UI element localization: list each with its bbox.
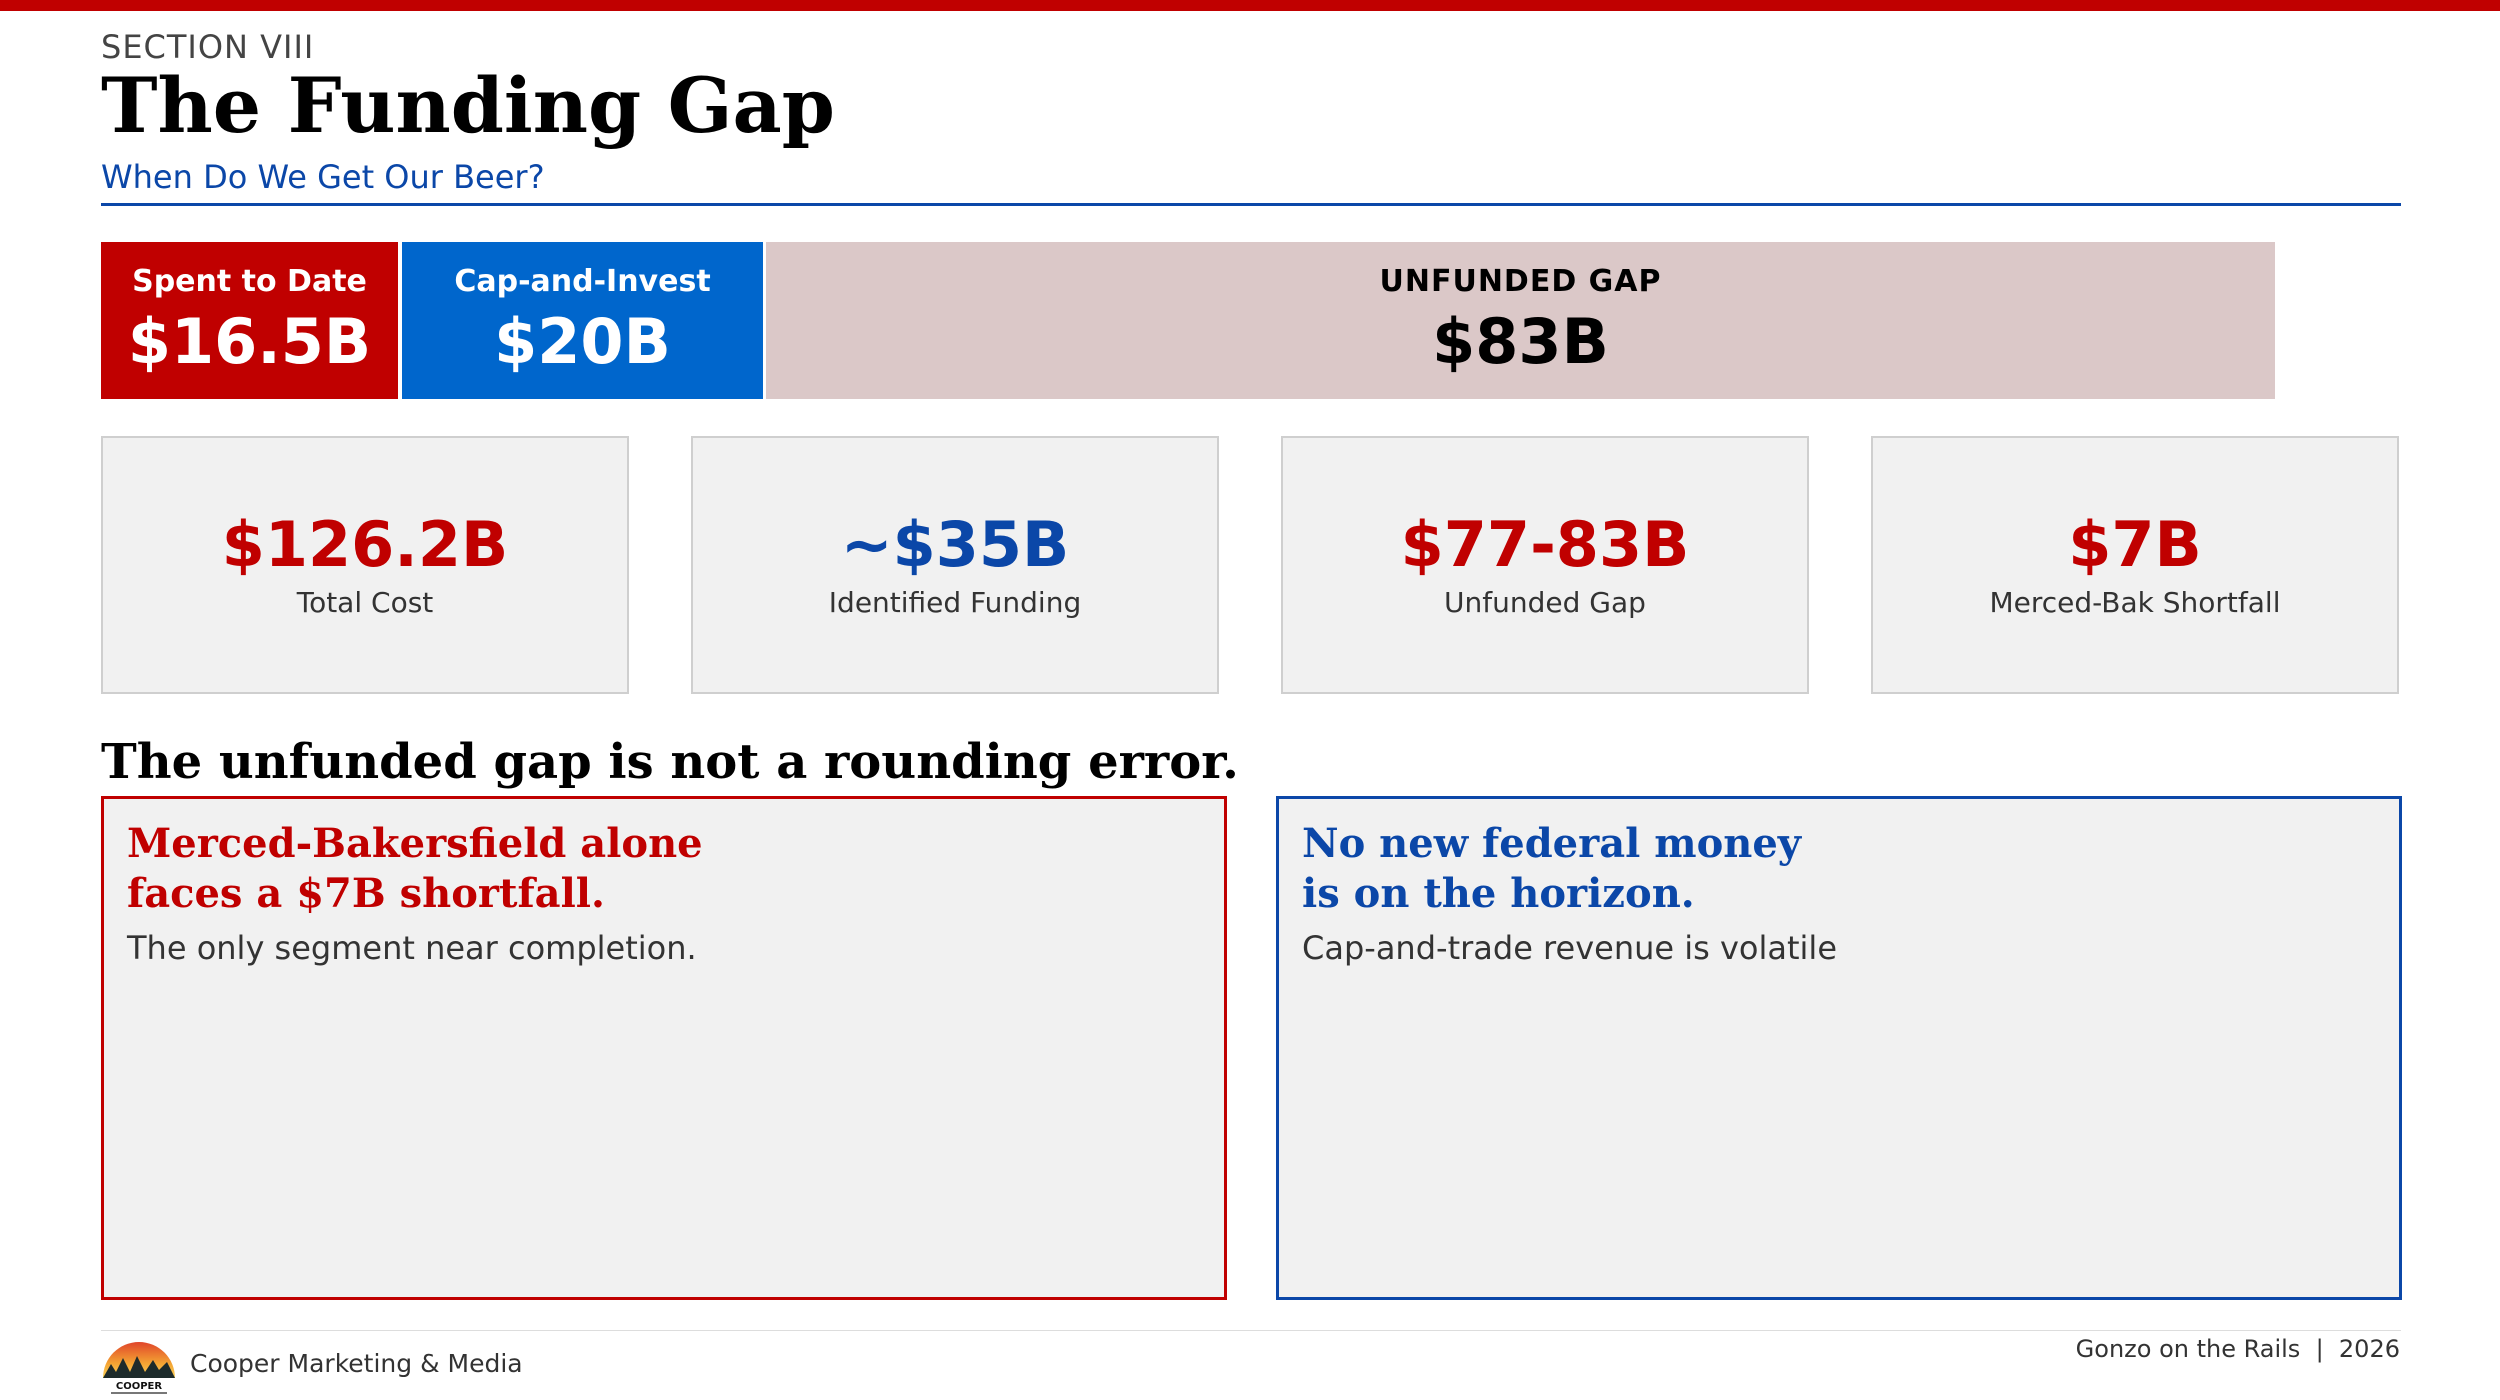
callout-panel-federal-money [1276, 796, 2402, 1300]
stat-card-total-cost [101, 436, 629, 694]
callout-body: The only segment near completion. [127, 929, 697, 967]
funding-bar-cap-and-invest [402, 242, 763, 399]
callout-heading-line: is on the horizon. [1302, 870, 1695, 917]
stat-value: $126.2B [221, 508, 509, 582]
callout-heading-line: faces a $7B shortfall. [127, 870, 605, 917]
stat-card-merced-bak-shortfall [1871, 436, 2399, 694]
page-subtitle: When Do We Get Our Beer? [101, 158, 545, 196]
stat-label: Identified Funding [828, 585, 1082, 619]
stat-card-unfunded-gap [1281, 436, 1809, 694]
stat-value: ~$35B [840, 508, 1070, 582]
stat-label: Merced-Bak Shortfall [1989, 585, 2281, 619]
funding-bar-unfunded-gap [766, 242, 2275, 399]
callout-heading [1302, 819, 2376, 919]
funding-bar-spent [101, 242, 398, 399]
section-label: SECTION VIII [101, 28, 315, 66]
stat-value: $7B [2068, 508, 2202, 582]
funding-bar-gap-label: UNFUNDED GAP [1379, 263, 1662, 299]
footer-credit: Gonzo on the Rails | 2026 [2075, 1335, 2400, 1363]
stat-label: Total Cost [296, 585, 434, 619]
top-accent-bar [0, 0, 2500, 11]
funding-bar-cap-label: Cap-and-Invest [454, 263, 711, 299]
stat-card-identified-funding [691, 436, 1219, 694]
section-headline: The unfunded gap is not a rounding error. [101, 734, 1239, 790]
funding-bar-spent-value: $16.5B [127, 304, 372, 378]
callout-heading-line: No new federal money [1302, 820, 1802, 867]
funding-bar-cap-value: $20B [494, 304, 671, 378]
title-divider [101, 203, 2401, 206]
page-title: The Funding Gap [101, 61, 835, 150]
funding-bar-gap-value: $83B [1432, 304, 1609, 378]
company-name: Cooper Marketing & Media [190, 1349, 523, 1378]
callout-heading-line: Merced-Bakersfield alone [127, 820, 703, 867]
callout-panel-merced-bakersfield [101, 796, 1227, 1300]
funding-bar-spent-label: Spent to Date [132, 263, 367, 299]
company-logo [101, 1334, 177, 1396]
callout-body: Cap-and-trade revenue is volatile [1302, 929, 1837, 967]
stat-value: $77-83B [1400, 508, 1690, 582]
stat-label: Unfunded Gap [1444, 585, 1646, 619]
svg-text:COOPER: COOPER [115, 1381, 163, 1392]
footer-divider [101, 1330, 2401, 1331]
callout-heading [127, 819, 1201, 919]
